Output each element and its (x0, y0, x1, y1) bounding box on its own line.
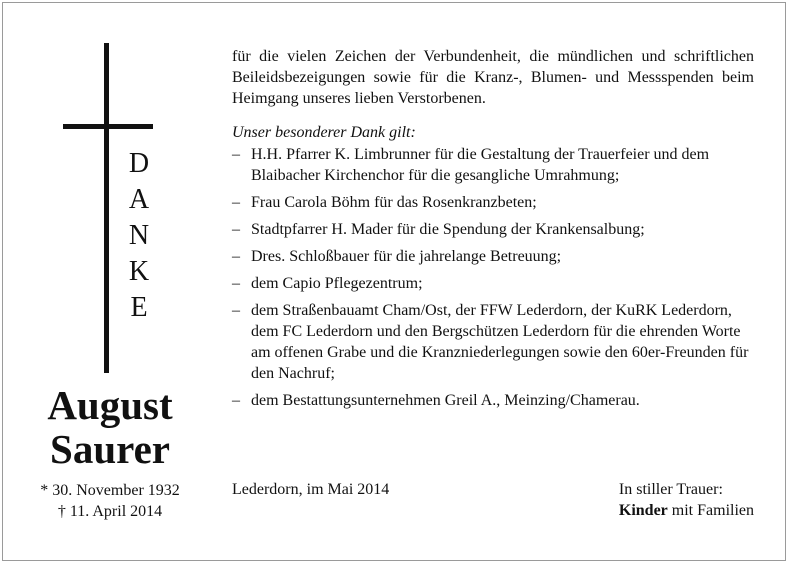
deceased-last-name: Saurer (50, 426, 170, 472)
deceased-name (20, 383, 200, 471)
deceased-first-name: August (47, 382, 173, 428)
list-item (232, 144, 754, 186)
signer-bold: Kinder (618, 502, 668, 519)
list-item-text: H.H. Pfarrer K. Limbrunner für die Gestaltung der Trauerfeier und dem Blaibacher Kirchenchor für die gesangliche Umrahmung; (251, 146, 710, 184)
danke-vertical-word (119, 146, 159, 326)
list-item (232, 246, 754, 267)
mourning-line: In stiller Trauer: (618, 481, 723, 498)
death-date: † 11. April 2014 (57, 503, 163, 520)
dash-bullet: – (232, 194, 240, 211)
list-item (232, 390, 754, 411)
list-item-text: Frau Carola Böhm für das Rosenkranzbeten; (251, 194, 537, 211)
birth-date: * 30. November 1932 (40, 482, 180, 499)
dash-bullet: – (232, 248, 240, 265)
danke-letter: N (128, 220, 150, 251)
list-item-text: Dres. Schloßbauer für die jahrelange Betreuung; (251, 248, 562, 265)
signature-block (619, 479, 754, 521)
dash-bullet: – (232, 302, 240, 319)
place-date: Lederdorn, im Mai 2014 (232, 481, 390, 498)
dash-bullet: – (232, 221, 240, 238)
list-item-text: dem Bestattungsunternehmen Greil A., Meinzing/Chamerau. (251, 392, 640, 409)
dash-bullet: – (232, 275, 240, 292)
cross-horizontal-bar (63, 124, 153, 129)
list-item-text: dem Straßenbauamt Cham/Ost, der FFW Lederdorn, der KuRK Lederdorn, dem FC Lederdorn und den Bergschützen Lederdorn für die ehrenden Worte am offenen Grabe und die Kranzniederlegungen sowie den 60er-Freunden für den Nachruf; (251, 302, 749, 382)
cross-vertical-bar (104, 43, 109, 373)
danke-letter: A (128, 184, 150, 215)
danke-letter: D (128, 148, 150, 179)
list-item (232, 300, 754, 384)
intro-paragraph: für die vielen Zeichen der Verbundenheit, die mündlichen und schriftlichen Beileidsbezeigungen sowie für die Kranz-, Blumen- und Messspenden beim Heimgang unseres lieben Verstorbenen. (232, 48, 754, 107)
life-dates (10, 480, 210, 522)
danke-letter: K (128, 256, 150, 287)
thanks-list (232, 144, 754, 411)
dash-bullet: – (232, 146, 240, 163)
danke-letter: E (130, 292, 148, 323)
signer-line (619, 500, 754, 521)
thanks-text (232, 46, 754, 411)
dash-bullet: – (232, 392, 240, 409)
list-item-text: Stadtpfarrer H. Mader für die Spendung der Krankensalbung; (251, 221, 645, 238)
list-item-text: dem Capio Pflegezentrum; (251, 275, 423, 292)
list-item (232, 219, 754, 240)
thanks-subheading: Unser besonderer Dank gilt: (232, 124, 416, 141)
list-item (232, 273, 754, 294)
list-item (232, 192, 754, 213)
signer-rest: mit Familien (667, 502, 754, 519)
